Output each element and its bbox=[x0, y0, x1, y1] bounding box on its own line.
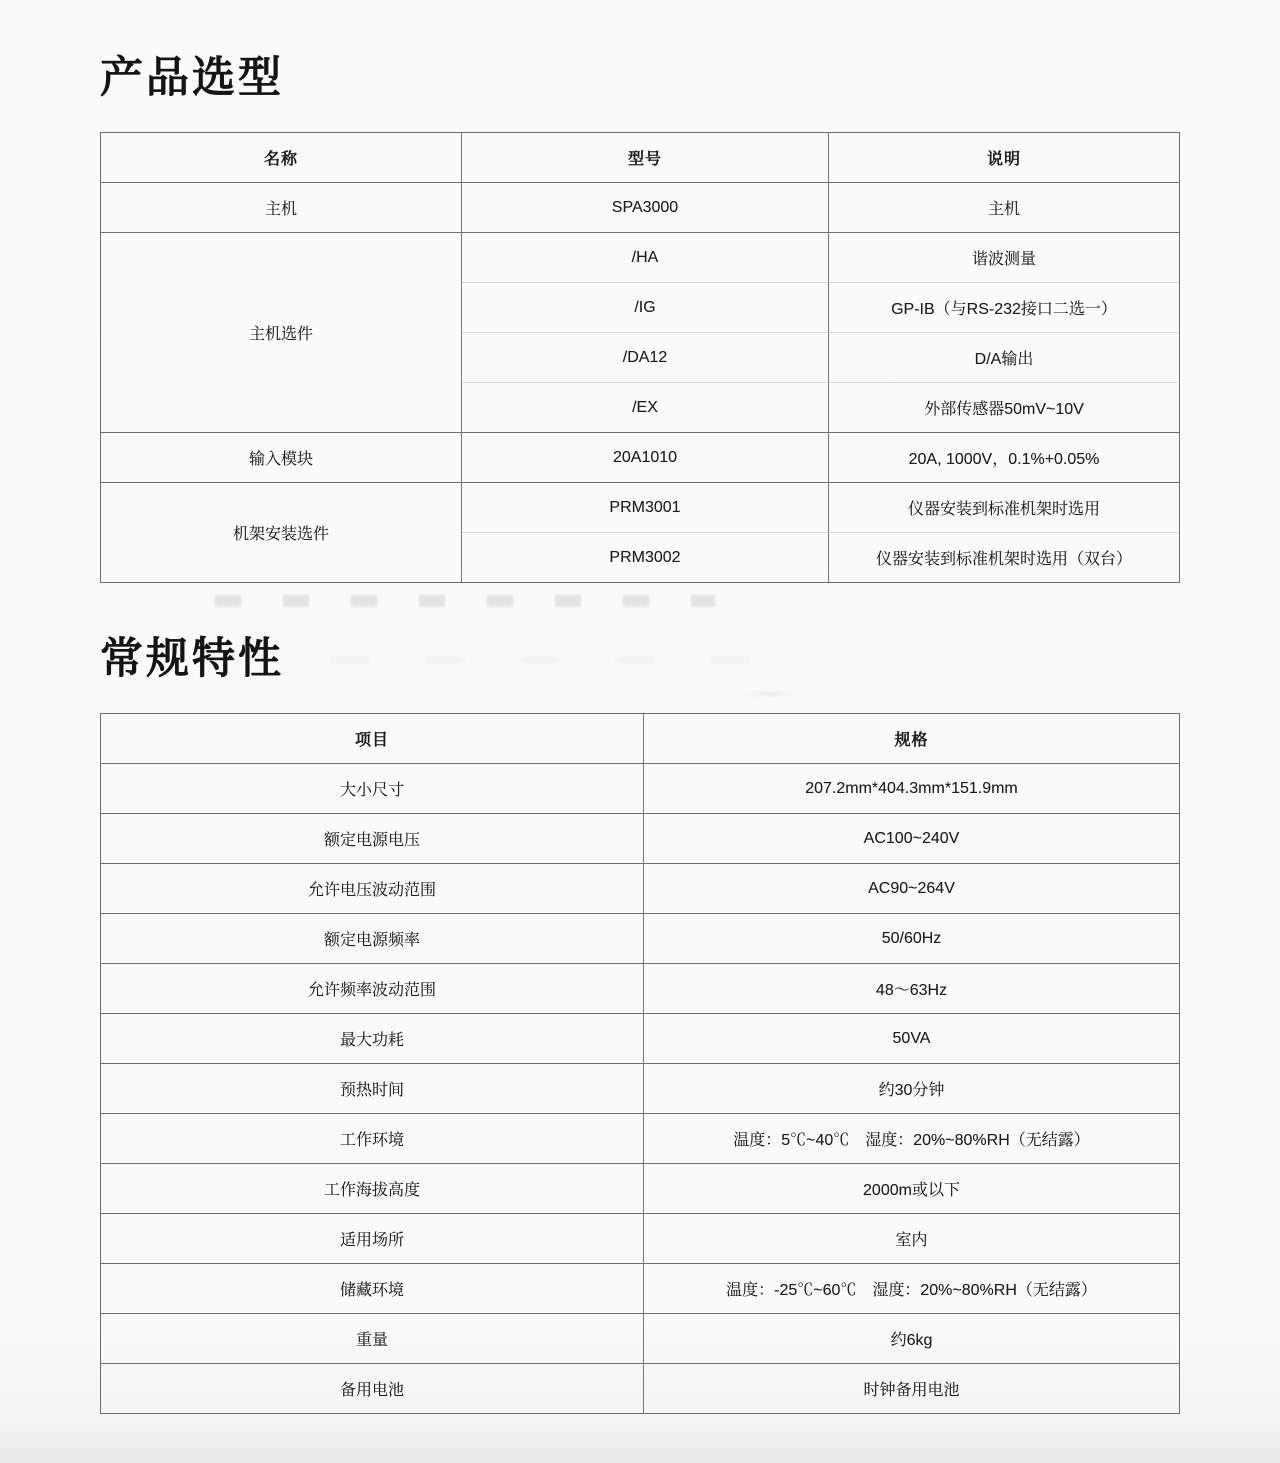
section-title-product-selection: 产品选型 bbox=[100, 54, 284, 102]
cell-spec: 温度：5℃~40℃ 湿度：20%~80%RH（无结露） bbox=[644, 1114, 1179, 1164]
cell-spec: 室内 bbox=[644, 1214, 1179, 1264]
table-row-rated-voltage bbox=[101, 814, 1179, 864]
general-characteristics-table bbox=[100, 713, 1180, 1414]
cell-item: 允许频率波动范围 bbox=[101, 964, 644, 1014]
cell-spec: 约6kg bbox=[644, 1314, 1179, 1364]
cell-item: 允许电压波动范围 bbox=[101, 864, 644, 914]
table-row-usage-location bbox=[101, 1214, 1179, 1264]
cell-item: 大小尺寸 bbox=[101, 764, 644, 814]
table-row-warmup-time bbox=[101, 1064, 1179, 1114]
cell-group-name: 主机 bbox=[101, 183, 462, 233]
cell-description: 20A, 1000V，0.1%+0.05% bbox=[829, 433, 1179, 483]
cell-description: 仪器安装到标准机架时选用 bbox=[829, 483, 1179, 533]
table-header-row bbox=[101, 133, 1179, 183]
cell-item: 重量 bbox=[101, 1314, 644, 1364]
table-row-storage-environment bbox=[101, 1264, 1179, 1314]
cell-spec: 50VA bbox=[644, 1014, 1179, 1064]
cell-description: 仪器安装到标准机架时选用（双台） bbox=[875, 551, 1132, 569]
table-row-option-ha bbox=[101, 233, 1179, 283]
table-row-mainframe bbox=[101, 183, 1179, 233]
cell-model: /IG bbox=[462, 283, 829, 333]
cell-spec: 约30分钟 bbox=[644, 1064, 1179, 1114]
table-row-weight bbox=[101, 1314, 1179, 1364]
cell-group-name: 主机选件 bbox=[101, 233, 462, 433]
cell-item: 预热时间 bbox=[101, 1064, 644, 1114]
table-row-voltage-range bbox=[101, 864, 1179, 914]
table-row-operating-environment bbox=[101, 1114, 1179, 1164]
cell-spec: 50/60Hz bbox=[644, 914, 1179, 964]
cell-description: D/A输出 bbox=[829, 333, 1179, 383]
cell-spec: 48～63Hz bbox=[644, 964, 1179, 1014]
table-row-frequency-range bbox=[101, 964, 1179, 1014]
cell-item: 工作环境 bbox=[101, 1114, 644, 1164]
cell-item: 适用场所 bbox=[101, 1214, 644, 1264]
table-row-backup-battery bbox=[101, 1364, 1179, 1413]
table-row-max-power bbox=[101, 1014, 1179, 1064]
column-header-spec: 规格 bbox=[644, 714, 1179, 764]
cell-description: 外部传感器50mV~10V bbox=[829, 383, 1179, 433]
cell-group-name: 机架安装选件 bbox=[101, 483, 462, 582]
cell-spec: 207.2mm*404.3mm*151.9mm bbox=[644, 764, 1179, 814]
cell-model: PRM3001 bbox=[462, 483, 829, 533]
table-row-operating-altitude bbox=[101, 1164, 1179, 1214]
table-row-input-module bbox=[101, 433, 1179, 483]
cell-description: GP-IB（与RS-232接口二选一） bbox=[829, 283, 1179, 333]
cell-spec: AC90~264V bbox=[644, 864, 1179, 914]
cell-item: 工作海拔高度 bbox=[101, 1164, 644, 1214]
table-row-rated-frequency bbox=[101, 914, 1179, 964]
cell-model: PRM3002 bbox=[462, 533, 829, 582]
cell-item: 最大功耗 bbox=[101, 1014, 644, 1064]
table-row-rack-prm3001 bbox=[101, 483, 1179, 533]
section-title-general-characteristics: 常规特性 bbox=[100, 635, 284, 684]
table-header-row bbox=[101, 714, 1179, 764]
cell-spec: 温度：-25℃~60℃ 湿度：20%~80%RH（无结露） bbox=[644, 1264, 1179, 1314]
cell-item: 额定电源电压 bbox=[101, 814, 644, 864]
column-header-item: 项目 bbox=[101, 714, 644, 764]
column-header-name: 名称 bbox=[101, 133, 462, 183]
product-selection-table bbox=[100, 132, 1180, 583]
cell-group-name: 输入模块 bbox=[101, 433, 462, 483]
table-row-dimensions bbox=[101, 764, 1179, 814]
cell-description: 谐波测量 bbox=[829, 233, 1179, 283]
cell-model: /DA12 bbox=[462, 333, 829, 383]
cell-spec: AC100~240V bbox=[644, 814, 1179, 864]
cell-description: 主机 bbox=[829, 183, 1179, 233]
cell-spec: 2000m或以下 bbox=[644, 1164, 1179, 1214]
cell-spec: 时钟备用电池 bbox=[863, 1382, 960, 1400]
cell-model: 20A1010 bbox=[462, 433, 829, 483]
cell-item: 备用电池 bbox=[101, 1364, 644, 1413]
cell-model: /EX bbox=[462, 383, 829, 433]
cell-item: 储藏环境 bbox=[101, 1264, 644, 1314]
column-header-model: 型号 bbox=[462, 133, 829, 183]
cell-model: /HA bbox=[462, 233, 829, 283]
column-header-description: 说明 bbox=[829, 133, 1179, 183]
cell-item: 额定电源频率 bbox=[101, 914, 644, 964]
cell-model: SPA3000 bbox=[462, 183, 829, 233]
